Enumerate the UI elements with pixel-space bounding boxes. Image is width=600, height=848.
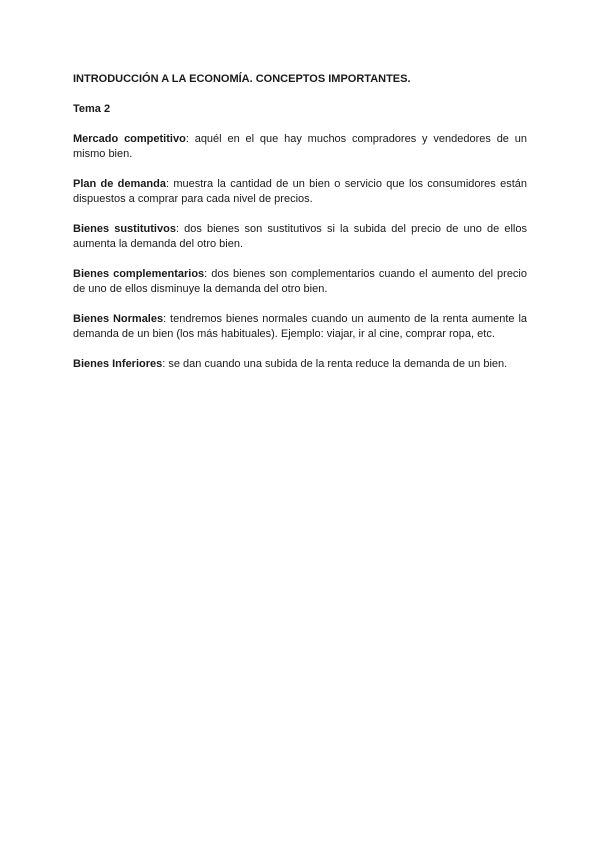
definition-term: Bienes Normales	[73, 313, 164, 325]
document-subtitle: Tema 2	[73, 103, 111, 115]
definition-text: : muestra la cantidad de un bien o servicio que los consumidores están dispuestos a comprar para cada nivel de precios.	[73, 178, 527, 205]
definition-mercado-competitivo	[73, 132, 527, 161]
definition-bienes-inferiores	[73, 357, 527, 372]
definition-term: Bienes sustitutivos	[73, 223, 176, 235]
definition-bienes-sustitutivos	[73, 222, 527, 251]
definition-text: : tendremos bienes normales cuando un aumento de la renta aumente la demanda de un bien (los más habituales). Ejemplo: viajar, ir al cine, comprar ropa, etc.	[73, 313, 528, 340]
definition-bienes-normales	[73, 312, 527, 341]
definition-text: : dos bienes son complementarios cuando el aumento del precio de uno de ellos disminuye la demanda del otro bien.	[73, 268, 527, 295]
definition-term: Bienes complementarios	[73, 268, 205, 280]
definition-text: : dos bienes son sustitutivos si la subida del precio de uno de ellos aumenta la demanda del otro bien.	[73, 223, 527, 250]
definition-text: : se dan cuando una subida de la renta reduce la demanda de un bien.	[162, 358, 508, 370]
definition-term: Plan de demanda	[73, 178, 166, 190]
definition-plan-de-demanda	[73, 177, 527, 206]
definition-bienes-complementarios	[73, 267, 527, 296]
definition-term: Bienes Inferiores	[73, 358, 163, 370]
definition-text: : aquél en el que hay muchos compradores y vendedores de un mismo bien.	[73, 133, 527, 160]
document-title: INTRODUCCIÓN A LA ECONOMÍA. CONCEPTOS IMPORTANTES.	[73, 73, 411, 85]
document-page	[73, 72, 527, 388]
definition-term: Mercado competitivo	[73, 133, 186, 145]
